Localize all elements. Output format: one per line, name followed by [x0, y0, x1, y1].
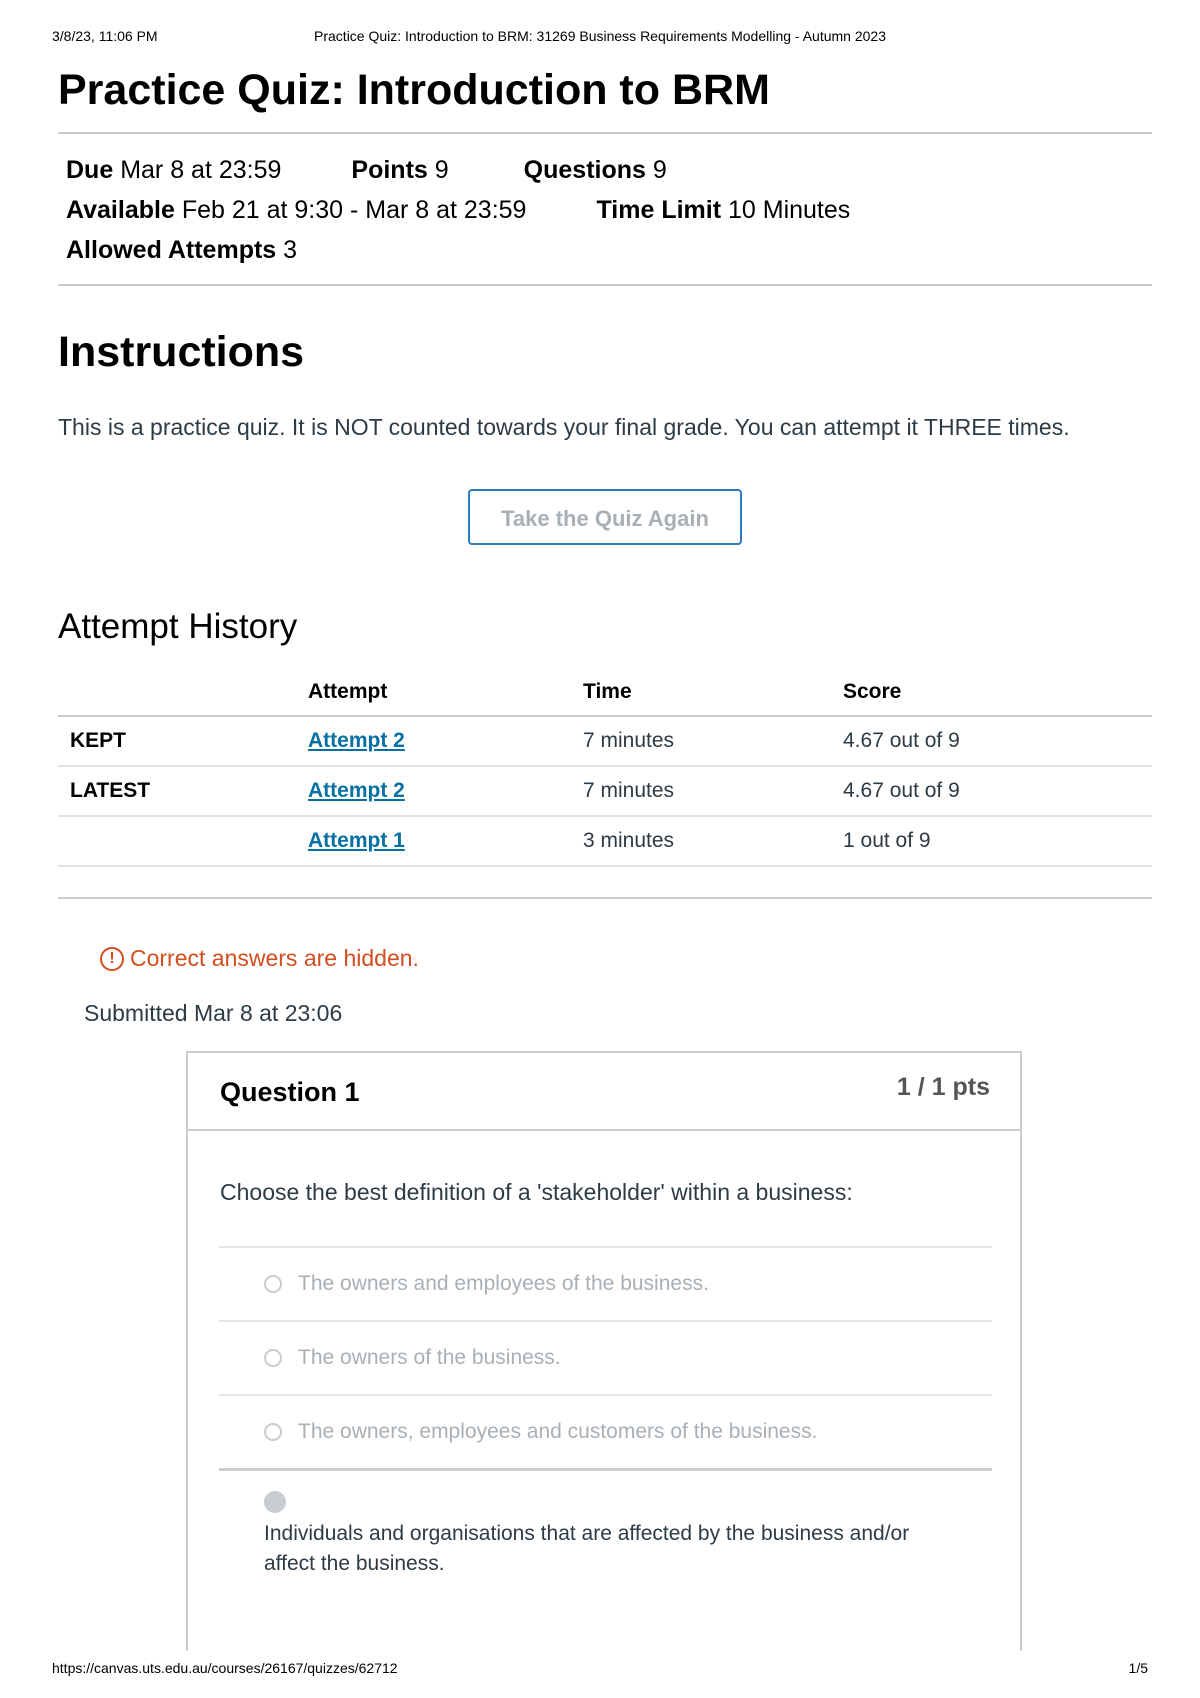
answer-option[interactable]: [219, 1246, 992, 1320]
warning-icon: !: [100, 947, 124, 971]
table-row: [58, 716, 1152, 766]
divider: [58, 284, 1152, 286]
take-quiz-again-button[interactable]: Take the Quiz Again: [468, 489, 742, 545]
attempt-time: 7 minutes: [583, 766, 843, 816]
print-url: https://canvas.uts.edu.au/courses/26167/quizzes/62712: [52, 1660, 398, 1676]
page-number: 1/5: [1128, 1660, 1148, 1676]
print-header: [52, 28, 1148, 50]
notice-text: Correct answers are hidden.: [130, 945, 419, 971]
due-info: Due Mar 8 at 23:59: [66, 155, 282, 184]
instructions-heading: Instructions: [58, 328, 305, 376]
question-card: [186, 1051, 1022, 1651]
radio-button-selected[interactable]: [264, 1491, 286, 1513]
quiz-content: [58, 62, 1152, 1027]
radio-button[interactable]: [264, 1423, 282, 1441]
attempts-info: Allowed Attempts 3: [66, 235, 298, 264]
column-header-attempt: Attempt: [298, 673, 583, 716]
question-text: Choose the best definition of a 'stakeholder' within a business:: [220, 1179, 853, 1205]
answer-label: Individuals and organisations that are affected by the business and/or affect the business.: [264, 1522, 910, 1575]
divider: [58, 897, 1152, 899]
instructions-text: This is a practice quiz. It is NOT counted towards your final grade. You can attempt it THREE times.: [58, 414, 1070, 440]
answer-label: The owners and employees of the business.: [298, 1272, 709, 1295]
answer-label: The owners of the business.: [298, 1346, 561, 1369]
table-row: [58, 816, 1152, 866]
column-header-time: Time: [583, 673, 843, 716]
submitted-time: Submitted Mar 8 at 23:06: [84, 1000, 343, 1026]
answer-option[interactable]: [219, 1320, 992, 1394]
attempt-link[interactable]: Attempt 2: [308, 729, 405, 752]
radio-button[interactable]: [264, 1349, 282, 1367]
time-limit-info: Time Limit 10 Minutes: [596, 195, 851, 224]
quiz-meta: [58, 134, 1152, 284]
attempt-label: LATEST: [58, 766, 298, 816]
question-points: 1 / 1 pts: [896, 1073, 990, 1101]
questions-info: Questions 9: [523, 155, 667, 184]
attempt-history-heading: Attempt History: [58, 607, 298, 646]
attempt-link[interactable]: Attempt 2: [308, 779, 405, 802]
radio-button[interactable]: [264, 1275, 282, 1293]
attempt-label: [58, 816, 298, 866]
attempt-time: 3 minutes: [583, 816, 843, 866]
column-header: [58, 673, 298, 716]
available-info: Available Feb 21 at 9:30 - Mar 8 at 23:59: [66, 195, 527, 224]
attempt-time: 7 minutes: [583, 716, 843, 766]
print-doc-title: Practice Quiz: Introduction to BRM: 31269 Business Requirements Modelling - Autumn 2023: [314, 28, 886, 44]
answer-option[interactable]: [219, 1394, 992, 1468]
question-title: Question 1: [220, 1077, 360, 1107]
attempt-label: KEPT: [58, 716, 298, 766]
points-info: Points 9: [351, 155, 449, 184]
page-title: Practice Quiz: Introduction to BRM: [58, 66, 770, 114]
print-footer: [52, 1660, 1148, 1682]
attempt-link[interactable]: Attempt 1: [308, 829, 405, 852]
answers-hidden-notice: [100, 945, 1152, 972]
attempt-score: 4.67 out of 9: [843, 716, 1152, 766]
table-header-row: [58, 673, 1152, 716]
answer-label: The owners, employees and customers of the business.: [298, 1420, 818, 1443]
column-header-score: Score: [843, 673, 1152, 716]
print-timestamp: 3/8/23, 11:06 PM: [52, 28, 158, 44]
attempt-score: 4.67 out of 9: [843, 766, 1152, 816]
attempt-score: 1 out of 9: [843, 816, 1152, 866]
answer-option-selected[interactable]: [219, 1468, 992, 1579]
question-header: [188, 1053, 1020, 1131]
table-row: [58, 766, 1152, 816]
attempt-history-table: [58, 673, 1152, 867]
answer-list: [219, 1246, 992, 1579]
